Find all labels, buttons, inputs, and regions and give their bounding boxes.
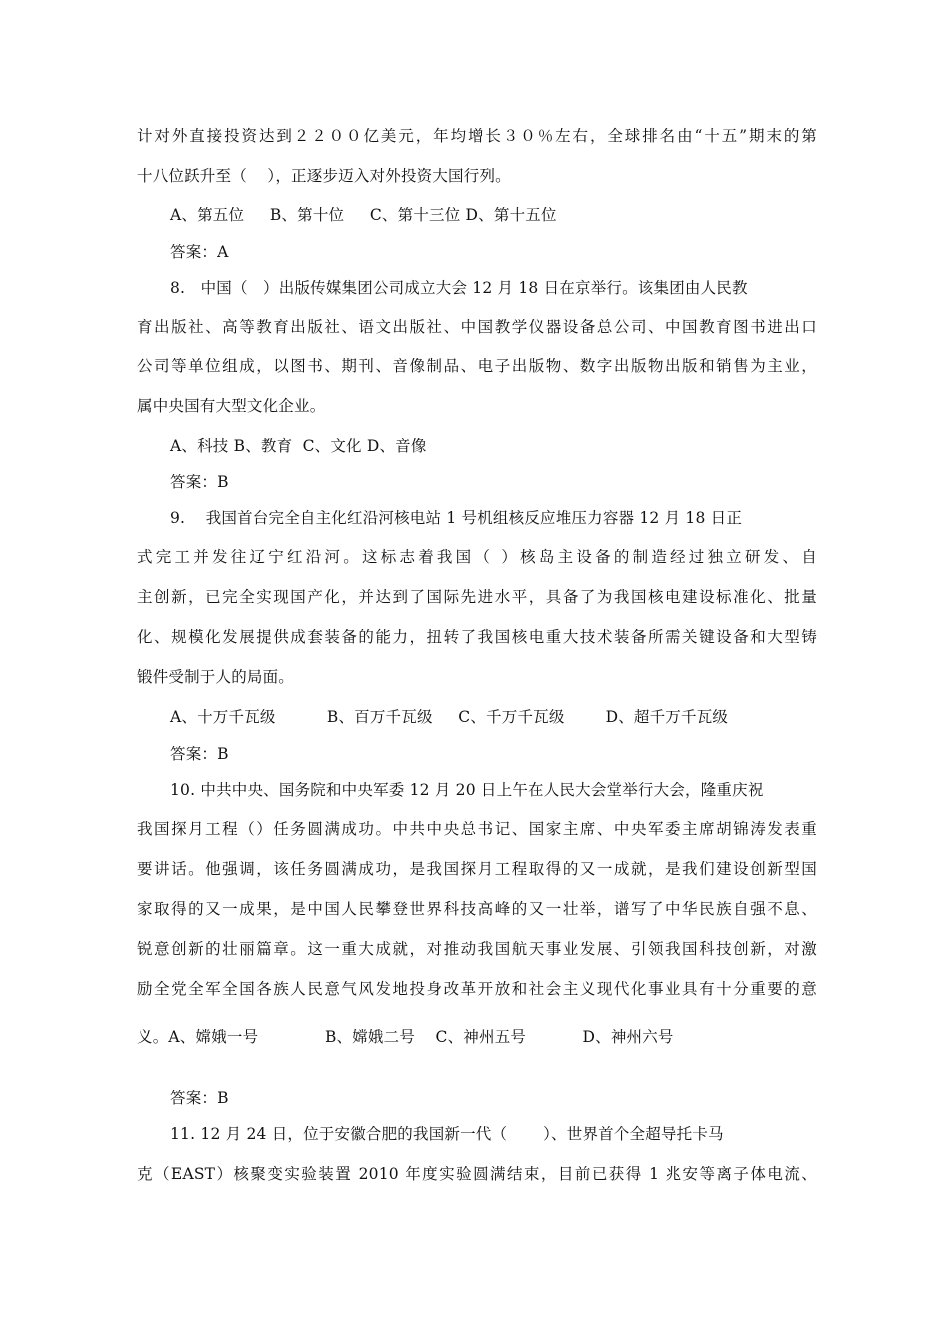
- text-line: 计对外直接投资达到２２００亿美元，年均增长３０％左右，全球排名由“十五”期末的第: [137, 127, 817, 145]
- text-line: 要讲话。他强调，该任务圆满成功，是我国探月工程取得的又一成就，是我们建设创新型国: [137, 860, 817, 878]
- text-line: 式完工并发往辽宁红沿河。这标志着我国（ ）核岛主设备的制造经过独立研发、自: [137, 548, 817, 566]
- answer-options: A、科技 B、教育 C、文化 D、音像: [170, 437, 427, 455]
- text-line: 锐意创新的壮丽篇章。这一重大成就，对推动我国航天事业发展、引领我国科技创新，对激: [137, 940, 817, 958]
- question-8: 8. 中国（ ）出版传媒集团公司成立大会 12 月 18 日在京举行。该集团由人民教: [170, 279, 748, 297]
- text-line: 锻件受制于人的局面。: [137, 668, 295, 686]
- text-line: 化、规模化发展提供成套装备的能力，扭转了我国核电重大技术装备所需关键设备和大型铸: [137, 628, 817, 646]
- text-line: 克（EAST）核聚变实验装置 2010 年度实验圆满结束，目前已获得 1 兆安等离子体电流、: [137, 1165, 817, 1183]
- text-line: 家取得的又一成果，是中国人民攀登世界科技高峰的又一壮举，谱写了中华民族自强不息、: [137, 900, 817, 918]
- question-9: 9. 我国首台完全自主化红沿河核电站 1 号机组核反应堆压力容器 12 月 18 日正: [170, 509, 743, 527]
- text-line: 属中央国有大型文化企业。: [137, 397, 326, 415]
- text-line: 主创新，已完全实现国产化，并达到了国际先进水平，具备了为我国核电建设标准化、批量: [137, 588, 817, 606]
- text-line: 公司等单位组成，以图书、期刊、音像制品、电子出版物、数字出版物出版和销售为主业，: [137, 357, 817, 375]
- answer-line: 答案：B: [170, 473, 229, 491]
- answer-line: 答案：B: [170, 1089, 229, 1107]
- answer-options: A、第五位 B、第十位 C、第十三位 D、第十五位: [170, 206, 557, 224]
- answer-line: 答案：A: [170, 243, 229, 261]
- text-line: 十八位跃升至（ ），正逐步迈入对外投资大国行列。: [137, 167, 511, 185]
- question-11: 11. 12 月 24 日，位于安徽合肥的我国新一代（ ）、世界首个全超导托卡马: [170, 1125, 724, 1143]
- text-line: 励全党全军全国各族人民意气风发地投身改革开放和社会主义现代化事业具有十分重要的意: [137, 980, 817, 998]
- answer-options: A、十万千瓦级 B、百万千瓦级 C、千万千瓦级 D、超千万千瓦级: [170, 708, 729, 726]
- text-line: 育出版社、高等教育出版社、语文出版社、中国教学仪器设备总公司、中国教育图书进出口: [137, 318, 817, 336]
- answer-options: 义。A、嫦娥一号 B、嫦娥二号 C、神州五号 D、神州六号: [137, 1028, 674, 1046]
- question-10: 10. 中共中央、国务院和中央军委 12 月 20 日上午在人民大会堂举行大会，隆重庆祝: [170, 781, 764, 799]
- answer-line: 答案：B: [170, 745, 229, 763]
- text-line: 我国探月工程（）任务圆满成功。中共中央总书记、国家主席、中央军委主席胡锦涛发表重: [137, 820, 817, 838]
